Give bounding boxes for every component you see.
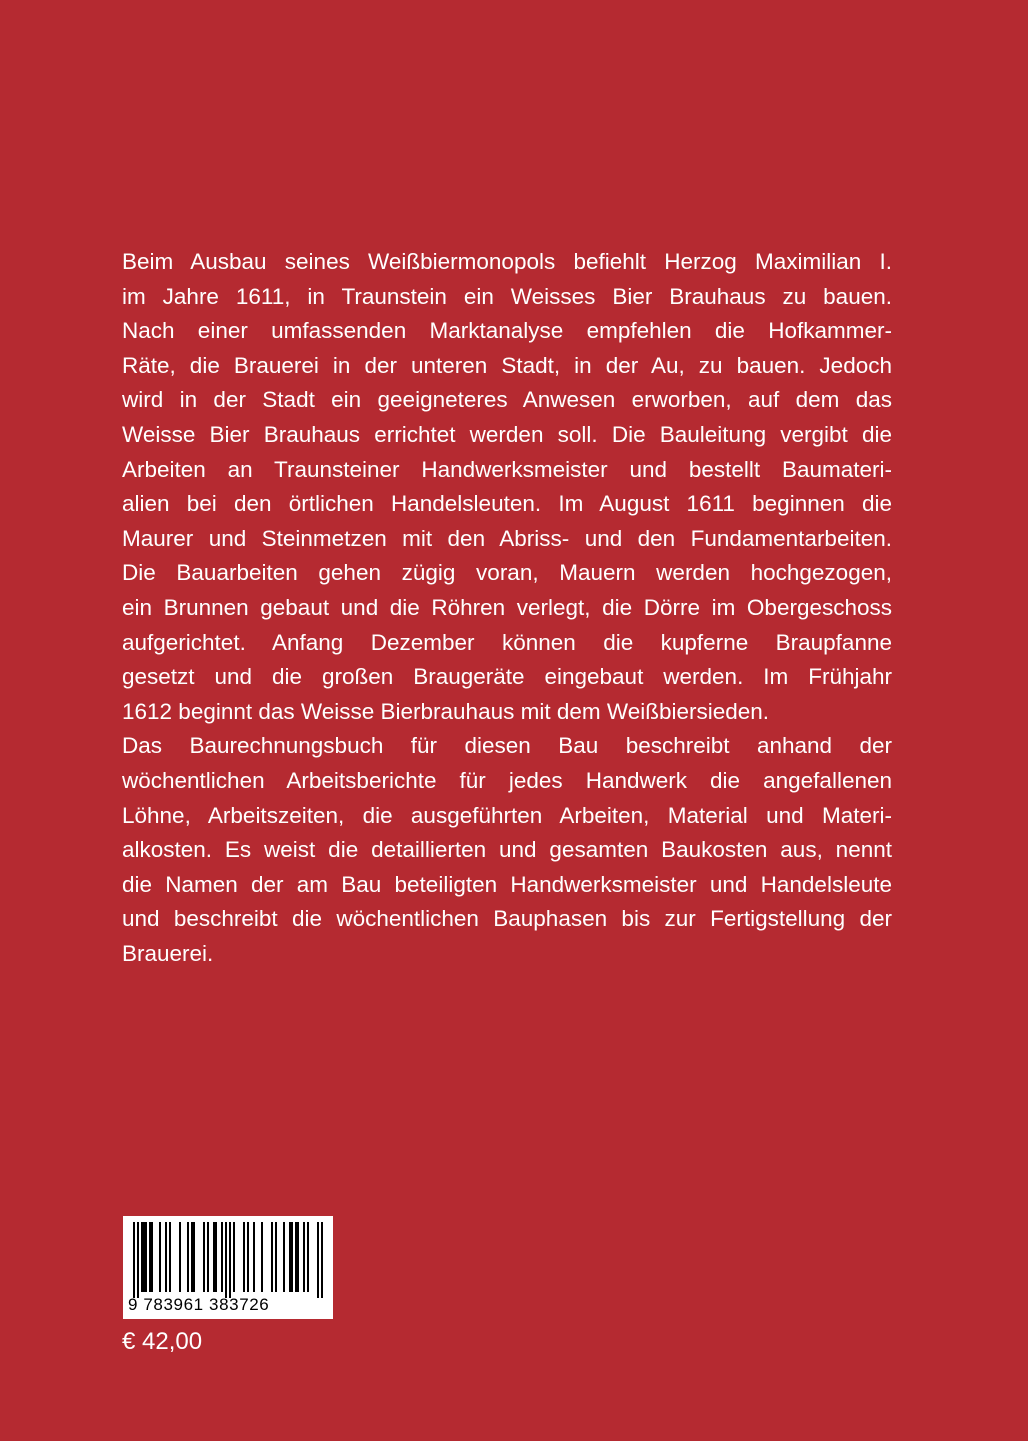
blurb-line: gesetzt und die großen Braugeräte eingebaut werden. Im Frühjahr	[122, 664, 892, 690]
blurb-line: wöchentlichen Arbeitsberichte für jedes Handwerk die angefallenen	[122, 767, 892, 793]
barcode-bar	[291, 1222, 293, 1292]
barcode-bar	[253, 1222, 255, 1292]
barcode-bar	[207, 1222, 209, 1292]
blurb-line: aufgerichtet. Anfang Dezember können die kupferne Braupfanne	[122, 629, 892, 655]
isbn-number: 9 783961 383726	[128, 1295, 270, 1314]
blurb-line: wird in der Stadt ein geeigneteres Anwesen erworben, auf dem das	[122, 387, 892, 413]
barcode-bar	[213, 1222, 215, 1292]
blurb-line: alien bei den örtlichen Handelsleuten. Im August 1611 beginnen die	[122, 491, 892, 517]
blurb-paragraph-1	[122, 245, 892, 729]
barcode-bar	[317, 1222, 319, 1298]
barcode-bar	[193, 1222, 195, 1292]
barcode-bar	[141, 1222, 143, 1292]
blurb-line: alkosten. Es weist die detaillierten und gesamten Baukosten aus, nennt	[122, 837, 892, 863]
barcode-bar	[297, 1222, 299, 1292]
barcode-bar	[289, 1222, 291, 1292]
barcode-bar	[321, 1222, 323, 1298]
blurb-line: 1612 beginnt das Weisse Bierbrauhaus mit dem Weißbiersieden.	[122, 698, 770, 724]
barcode-bar	[137, 1222, 139, 1298]
barcode-bar	[221, 1222, 223, 1292]
barcode-bar	[243, 1222, 245, 1292]
blurb-line: Beim Ausbau seines Weißbiermonopols befiehlt Herzog Maximilian I.	[122, 249, 892, 274]
blurb-line: Brauerei.	[122, 940, 214, 966]
blurb-line: ein Brunnen gebaut und die Röhren verlegt, die Dörre im Obergeschoss	[122, 594, 892, 620]
blurb-line: Weisse Bier Brauhaus errichtet werden soll. Die Bauleitung vergibt die	[122, 421, 892, 447]
barcode-bar	[225, 1222, 227, 1298]
barcode-bar	[159, 1222, 161, 1292]
barcode-bar	[229, 1222, 231, 1298]
blurb-line: und beschreibt die wöchentlichen Bauphasen bis zur Fertigstellung der	[122, 906, 892, 932]
blurb-line: im Jahre 1611, in Traunstein ein Weisses Bier Brauhaus zu bauen.	[122, 283, 892, 309]
barcode-bar	[179, 1222, 181, 1292]
barcode-bar	[307, 1222, 309, 1292]
blurb-paragraph-2	[122, 729, 892, 971]
barcode-bar	[149, 1222, 151, 1292]
barcode-bar	[283, 1222, 285, 1292]
blurb-line: Das Baurechnungsbuch für diesen Bau beschreibt anhand der	[122, 733, 892, 759]
barcode-bar	[165, 1222, 167, 1292]
blurb-line: Räte, die Brauerei in der unteren Stadt, in der Au, zu bauen. Jedoch	[122, 352, 892, 378]
barcode-bar	[151, 1222, 153, 1292]
barcode-bar	[143, 1222, 145, 1292]
barcode-bar	[133, 1222, 135, 1298]
back-cover-blurb	[122, 245, 892, 971]
blurb-line: Arbeiten an Traunsteiner Handwerksmeister und bestellt Baumateri-	[122, 456, 892, 482]
barcode-bar	[203, 1222, 205, 1292]
isbn-barcode	[123, 1216, 333, 1319]
blurb-line: Maurer und Steinmetzen mit den Abriss- und den Fundamentarbeiten.	[122, 525, 892, 551]
barcode-bar	[187, 1222, 189, 1292]
barcode-bar	[145, 1222, 147, 1292]
barcode-bar	[275, 1222, 277, 1292]
barcode-bar	[303, 1222, 305, 1292]
barcode-bar	[191, 1222, 193, 1292]
blurb-line: die Namen der am Bau beteiligten Handwerksmeister und Handelsleute	[122, 871, 892, 897]
barcode-bar	[271, 1222, 273, 1292]
barcode-bar	[169, 1222, 171, 1292]
barcode-bar	[215, 1222, 217, 1292]
blurb-line: Nach einer umfassenden Marktanalyse empfehlen die Hofkammer-	[122, 318, 892, 344]
barcode-bar	[261, 1222, 263, 1292]
blurb-line: Löhne, Arbeitszeiten, die ausgeführten Arbeiten, Material und Materi-	[122, 802, 892, 828]
barcode-bar	[247, 1222, 249, 1292]
barcode-bar	[233, 1222, 235, 1292]
barcode-bar	[295, 1222, 297, 1292]
blurb-line: Die Bauarbeiten gehen zügig voran, Mauern werden hochgezogen,	[122, 560, 892, 586]
price-label: € 42,00	[122, 1328, 203, 1355]
